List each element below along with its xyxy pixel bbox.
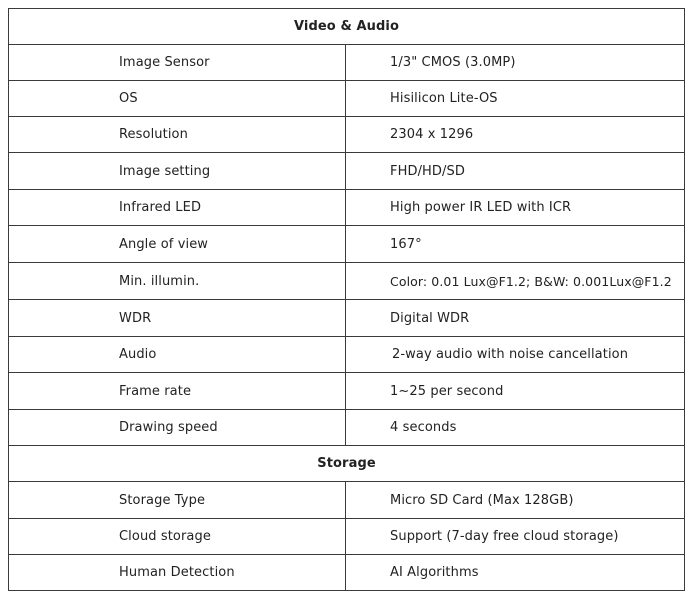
spec-value: Support (7-day free cloud storage): [346, 519, 685, 555]
spec-label: Resolution: [9, 117, 346, 153]
spec-label: Human Detection: [9, 555, 346, 591]
spec-value: Digital WDR: [346, 300, 685, 337]
spec-value: 2304 x 1296: [346, 117, 685, 153]
table-row: [9, 482, 685, 519]
spec-label: Min. illumin.: [9, 263, 346, 300]
table-row: [9, 45, 685, 81]
spec-label: WDR: [9, 300, 346, 337]
table-row: [9, 190, 685, 226]
spec-value: 1/3" CMOS (3.0MP): [346, 45, 685, 81]
spec-value: High power IR LED with ICR: [346, 190, 685, 226]
table-row: [9, 373, 685, 410]
section-title-storage: Storage: [9, 446, 685, 482]
spec-value: FHD/HD/SD: [346, 153, 685, 190]
spec-value: 2-way audio with noise cancellation: [346, 337, 685, 373]
spec-label: Audio: [9, 337, 346, 373]
spec-value: AI Algorithms: [346, 555, 685, 591]
table-row: [9, 226, 685, 263]
spec-value: Hisilicon Lite-OS: [346, 81, 685, 117]
table-row: [9, 81, 685, 117]
spec-value: 4 seconds: [346, 410, 685, 446]
spec-label: Angle of view: [9, 226, 346, 263]
spec-value: Color: 0.01 Lux@F1.2; B&W: 0.001Lux@F1.2: [346, 263, 685, 300]
table-row: [9, 263, 685, 300]
table-row: [9, 300, 685, 337]
spec-label: Image setting: [9, 153, 346, 190]
table-row: [9, 519, 685, 555]
section-header-row: [9, 446, 685, 482]
section-header-row: [9, 9, 685, 45]
spec-value: Micro SD Card (Max 128GB): [346, 482, 685, 519]
table-row: [9, 153, 685, 190]
table-row: [9, 555, 685, 591]
spec-label: Frame rate: [9, 373, 346, 410]
spec-label: Drawing speed: [9, 410, 346, 446]
spec-value: 167°: [346, 226, 685, 263]
section-title-video-audio: Video & Audio: [9, 9, 685, 45]
spec-table: [8, 8, 685, 591]
spec-label: Infrared LED: [9, 190, 346, 226]
spec-label: OS: [9, 81, 346, 117]
spec-label: Storage Type: [9, 482, 346, 519]
spec-value: 1~25 per second: [346, 373, 685, 410]
spec-label: Image Sensor: [9, 45, 346, 81]
table-row: [9, 337, 685, 373]
table-row: [9, 117, 685, 153]
table-row: [9, 410, 685, 446]
spec-label: Cloud storage: [9, 519, 346, 555]
